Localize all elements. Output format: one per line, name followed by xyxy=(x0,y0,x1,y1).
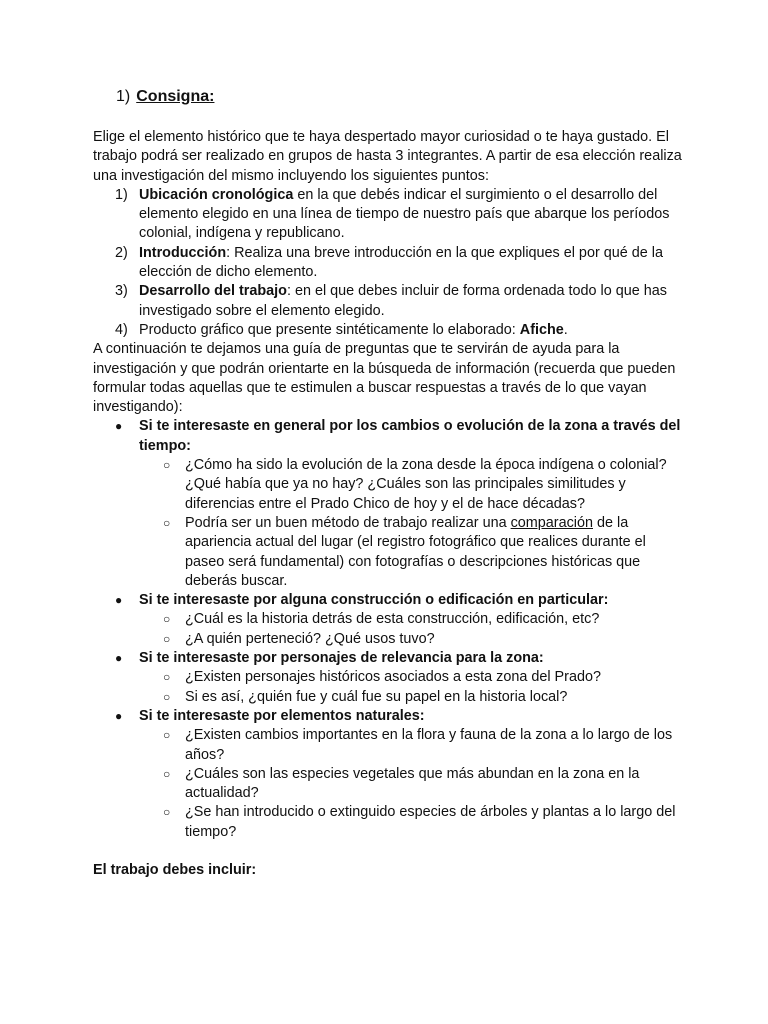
question-section xyxy=(93,649,683,707)
point-bold: Afiche xyxy=(519,321,564,338)
circle-bullet-icon: ○ xyxy=(163,631,171,646)
question-list xyxy=(139,668,683,707)
circle-bullet-icon: ○ xyxy=(163,670,171,685)
underlined-word: comparación xyxy=(510,514,593,531)
bullet-icon: ● xyxy=(115,419,123,434)
question-text: Si es así, ¿quién fue y cuál fue su papel en la historia local? xyxy=(185,688,568,705)
point-number: 3) xyxy=(115,283,128,300)
point-text: en la que debés indicar el surgimiento o el desarrollo del elemento elegido en una línea de tiempo de nuestro país que abarque los períodos colonial, indígena y republicano. xyxy=(139,186,670,242)
question-item xyxy=(139,803,683,842)
closing-line: El trabajo debes incluir: xyxy=(93,861,257,878)
question-section xyxy=(93,417,683,591)
question-item xyxy=(139,630,683,649)
heading-title: Consigna: xyxy=(136,88,215,105)
points-list xyxy=(93,186,683,340)
point-bold: Introducción xyxy=(139,244,227,261)
question-text: ¿Cuál es la historia detrás de esta construcción, edificación, etc? xyxy=(185,611,600,628)
section-title: Si te interesaste por elementos naturales: xyxy=(139,707,425,724)
question-section xyxy=(93,591,683,649)
point-number: 4) xyxy=(115,321,128,338)
question-text-after: de la apariencia actual del lugar (el registro fotográfico que realices durante el paseo será fundamental) con fotografías o descripciones históricas que deberás buscar. xyxy=(185,514,646,589)
question-item xyxy=(139,668,683,687)
question-item xyxy=(139,456,683,514)
question-text: ¿Cómo ha sido la evolución de la zona desde la época indígena o colonial? ¿Qué había que ya no hay? ¿Cuáles son las principales similitudes y diferencias entre el Prado Chico de hoy y el de hace décadas? xyxy=(185,457,667,512)
point-bold: Desarrollo del trabajo xyxy=(139,283,287,300)
question-list xyxy=(139,610,683,649)
question-section xyxy=(93,707,683,842)
point-text: . xyxy=(563,321,568,338)
point-number: 2) xyxy=(115,244,128,261)
section-title: Si te interesaste en general por los cambios o evolución de la zona a través del tiempo: xyxy=(139,418,681,454)
question-list xyxy=(139,456,683,591)
point-text-before: Producto gráfico que presente sintéticamente lo elaborado: xyxy=(139,321,520,338)
question-item xyxy=(139,688,683,707)
point-item xyxy=(93,321,683,340)
bullet-icon: ● xyxy=(115,708,123,723)
point-text: : en el que debes incluir de forma ordenada todo lo que has investigado sobre el elemento elegido. xyxy=(139,283,667,319)
section-heading xyxy=(116,87,214,107)
question-list xyxy=(139,726,683,842)
point-item xyxy=(93,282,683,321)
circle-bullet-icon: ○ xyxy=(163,766,171,781)
point-number: 1) xyxy=(115,186,128,203)
question-text: ¿Cuáles son las especies vegetales que más abundan en la zona en la actualidad? xyxy=(185,765,640,802)
question-item xyxy=(139,765,683,804)
circle-bullet-icon: ○ xyxy=(163,612,171,627)
circle-bullet-icon: ○ xyxy=(163,515,171,530)
circle-bullet-icon: ○ xyxy=(163,728,171,743)
question-text: ¿Existen personajes históricos asociados a esta zona del Prado? xyxy=(185,669,601,686)
point-item xyxy=(93,244,683,283)
question-text: ¿Existen cambios importantes en la flora y fauna de la zona a lo largo de los años? xyxy=(185,727,673,763)
bullet-icon: ● xyxy=(115,593,123,608)
circle-bullet-icon: ○ xyxy=(163,805,171,820)
section-title: Si te interesaste por alguna construcción o edificación en particular: xyxy=(139,592,609,609)
question-text: ¿Se han introducido o extinguido especies de árboles y plantas a lo largo del tiempo? xyxy=(185,804,676,840)
point-text: : Realiza una breve introducción en la que expliques el por qué de la elección de dicho elemento. xyxy=(139,244,663,281)
section-title: Si te interesaste por personajes de relevancia para la zona: xyxy=(139,650,544,667)
point-bold: Ubicación cronológica xyxy=(139,186,294,203)
point-item xyxy=(93,186,683,244)
question-item xyxy=(139,610,683,629)
question-sections xyxy=(93,417,683,842)
guide-paragraph: A continuación te dejamos una guía de preguntas que te servirán de ayuda para la investigación y que podrán orientarte en la búsqueda de información (recuerda que pueden formular todas aquellas que te estimulen a buscar respuestas a través de lo que vayan investigando): xyxy=(93,341,676,416)
intro-paragraph: Elige el elemento histórico que te haya despertado mayor curiosidad o te haya gustado. El trabajo podrá ser realizado en grupos de hasta 3 integrantes. A partir de esa elección realiza una investigación del mismo incluyendo los siguientes puntos: xyxy=(93,129,682,184)
question-text: ¿A quién perteneció? ¿Qué usos tuvo? xyxy=(185,630,435,647)
question-item xyxy=(139,726,683,765)
circle-bullet-icon: ○ xyxy=(163,458,171,473)
question-item xyxy=(139,514,683,591)
question-text-before: Podría ser un buen método de trabajo realizar una xyxy=(185,514,511,531)
document-body xyxy=(93,128,683,880)
heading-number: 1) xyxy=(116,88,131,105)
bullet-icon: ● xyxy=(115,651,123,666)
circle-bullet-icon: ○ xyxy=(163,689,171,704)
